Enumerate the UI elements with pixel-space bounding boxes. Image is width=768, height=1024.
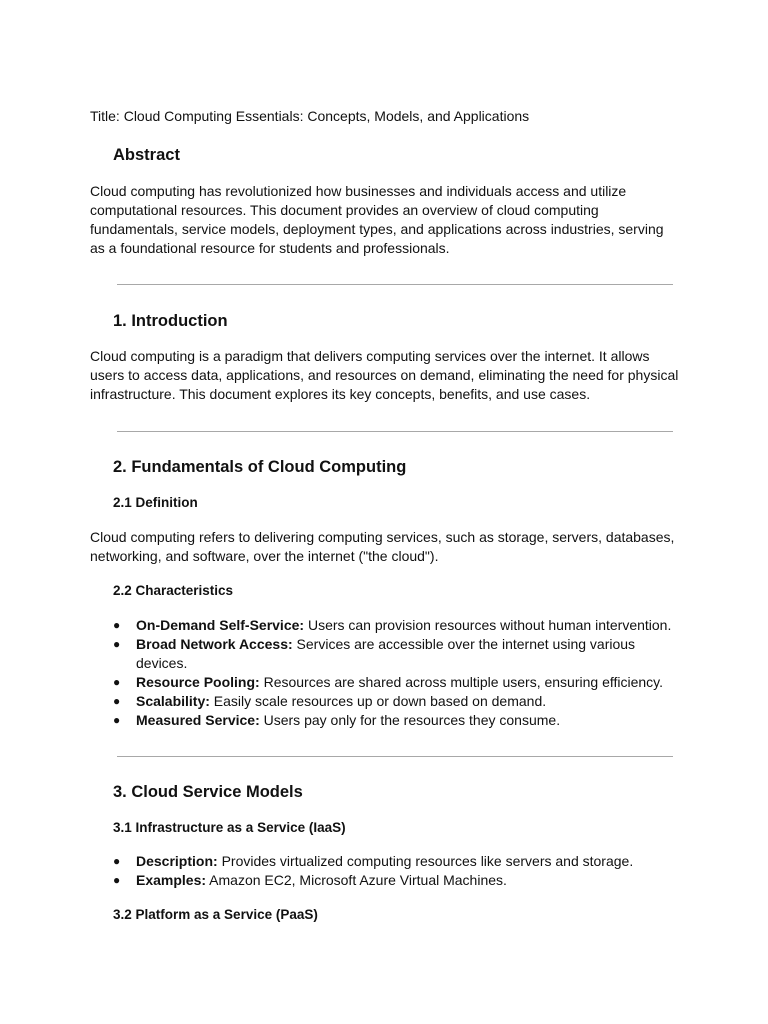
section-divider	[117, 284, 673, 285]
list-item	[113, 692, 673, 711]
characteristics-list	[113, 616, 673, 730]
abstract-text: Cloud computing has revolutionized how businesses and individuals access and utilize computational resources. This document provides an overview of cloud computing fundamentals, service models, deployment types, and applications across industries, serving as a foundational resource for students and professionals.	[90, 183, 664, 256]
list-item	[113, 616, 673, 635]
document-title-line: Title: Cloud Computing Essentials: Concepts, Models, and Applications	[90, 108, 530, 124]
list-item-term: Description:	[136, 853, 218, 869]
list-item-text: Users can provision resources without human intervention.	[304, 617, 672, 633]
list-item	[113, 852, 673, 871]
bullet-icon: ●	[113, 854, 121, 868]
bullet-icon: ●	[113, 713, 121, 727]
list-item-term: Resource Pooling:	[136, 674, 260, 690]
list-item	[113, 673, 673, 692]
bullet-icon: ●	[113, 618, 121, 632]
bullet-icon: ●	[113, 637, 121, 651]
abstract-heading: Abstract	[113, 146, 180, 164]
definition-heading: 2.1 Definition	[113, 495, 198, 510]
service-models-heading: 3. Cloud Service Models	[113, 783, 303, 801]
section-divider	[117, 756, 673, 757]
list-item-text: Amazon EC2, Microsoft Azure Virtual Machines.	[206, 872, 507, 888]
characteristics-heading: 2.2 Characteristics	[113, 583, 234, 598]
list-item	[113, 635, 673, 673]
list-item-text: Easily scale resources up or down based on demand.	[209, 693, 547, 709]
list-item-text: Users pay only for the resources they consume.	[259, 712, 561, 728]
bullet-icon: ●	[113, 873, 121, 887]
list-item-term: Examples:	[136, 872, 207, 888]
list-item-term: Scalability:	[136, 693, 210, 709]
bullet-icon: ●	[113, 675, 121, 689]
list-item-term: Measured Service:	[136, 712, 260, 728]
list-item-term: Broad Network Access:	[136, 636, 293, 652]
list-item	[113, 711, 673, 730]
list-item-text: Resources are shared across multiple users, ensuring efficiency.	[259, 674, 664, 690]
list-item-text: Services are accessible over the internet using various devices.	[136, 636, 636, 671]
iaas-heading: 3.1 Infrastructure as a Service (IaaS)	[113, 820, 346, 835]
list-item	[113, 871, 673, 890]
list-item-text: Provides virtualized computing resources like servers and storage.	[217, 853, 634, 869]
definition-text: Cloud computing refers to delivering computing services, such as storage, servers, databases, networking, and software, over the internet ("the cloud").	[90, 529, 675, 564]
iaas-list	[113, 852, 673, 890]
fundamentals-heading: 2. Fundamentals of Cloud Computing	[113, 458, 407, 476]
bullet-icon: ●	[113, 694, 121, 708]
paas-heading: 3.2 Platform as a Service (PaaS)	[113, 907, 318, 922]
list-item-term: On-Demand Self-Service:	[136, 617, 305, 633]
introduction-heading: 1. Introduction	[113, 312, 228, 330]
introduction-text: Cloud computing is a paradigm that delivers computing services over the internet. It allows users to access data, applications, and resources on demand, eliminating the need for physical infrastructure. This document explores its key concepts, benefits, and use cases.	[90, 348, 679, 402]
section-divider	[117, 431, 673, 432]
